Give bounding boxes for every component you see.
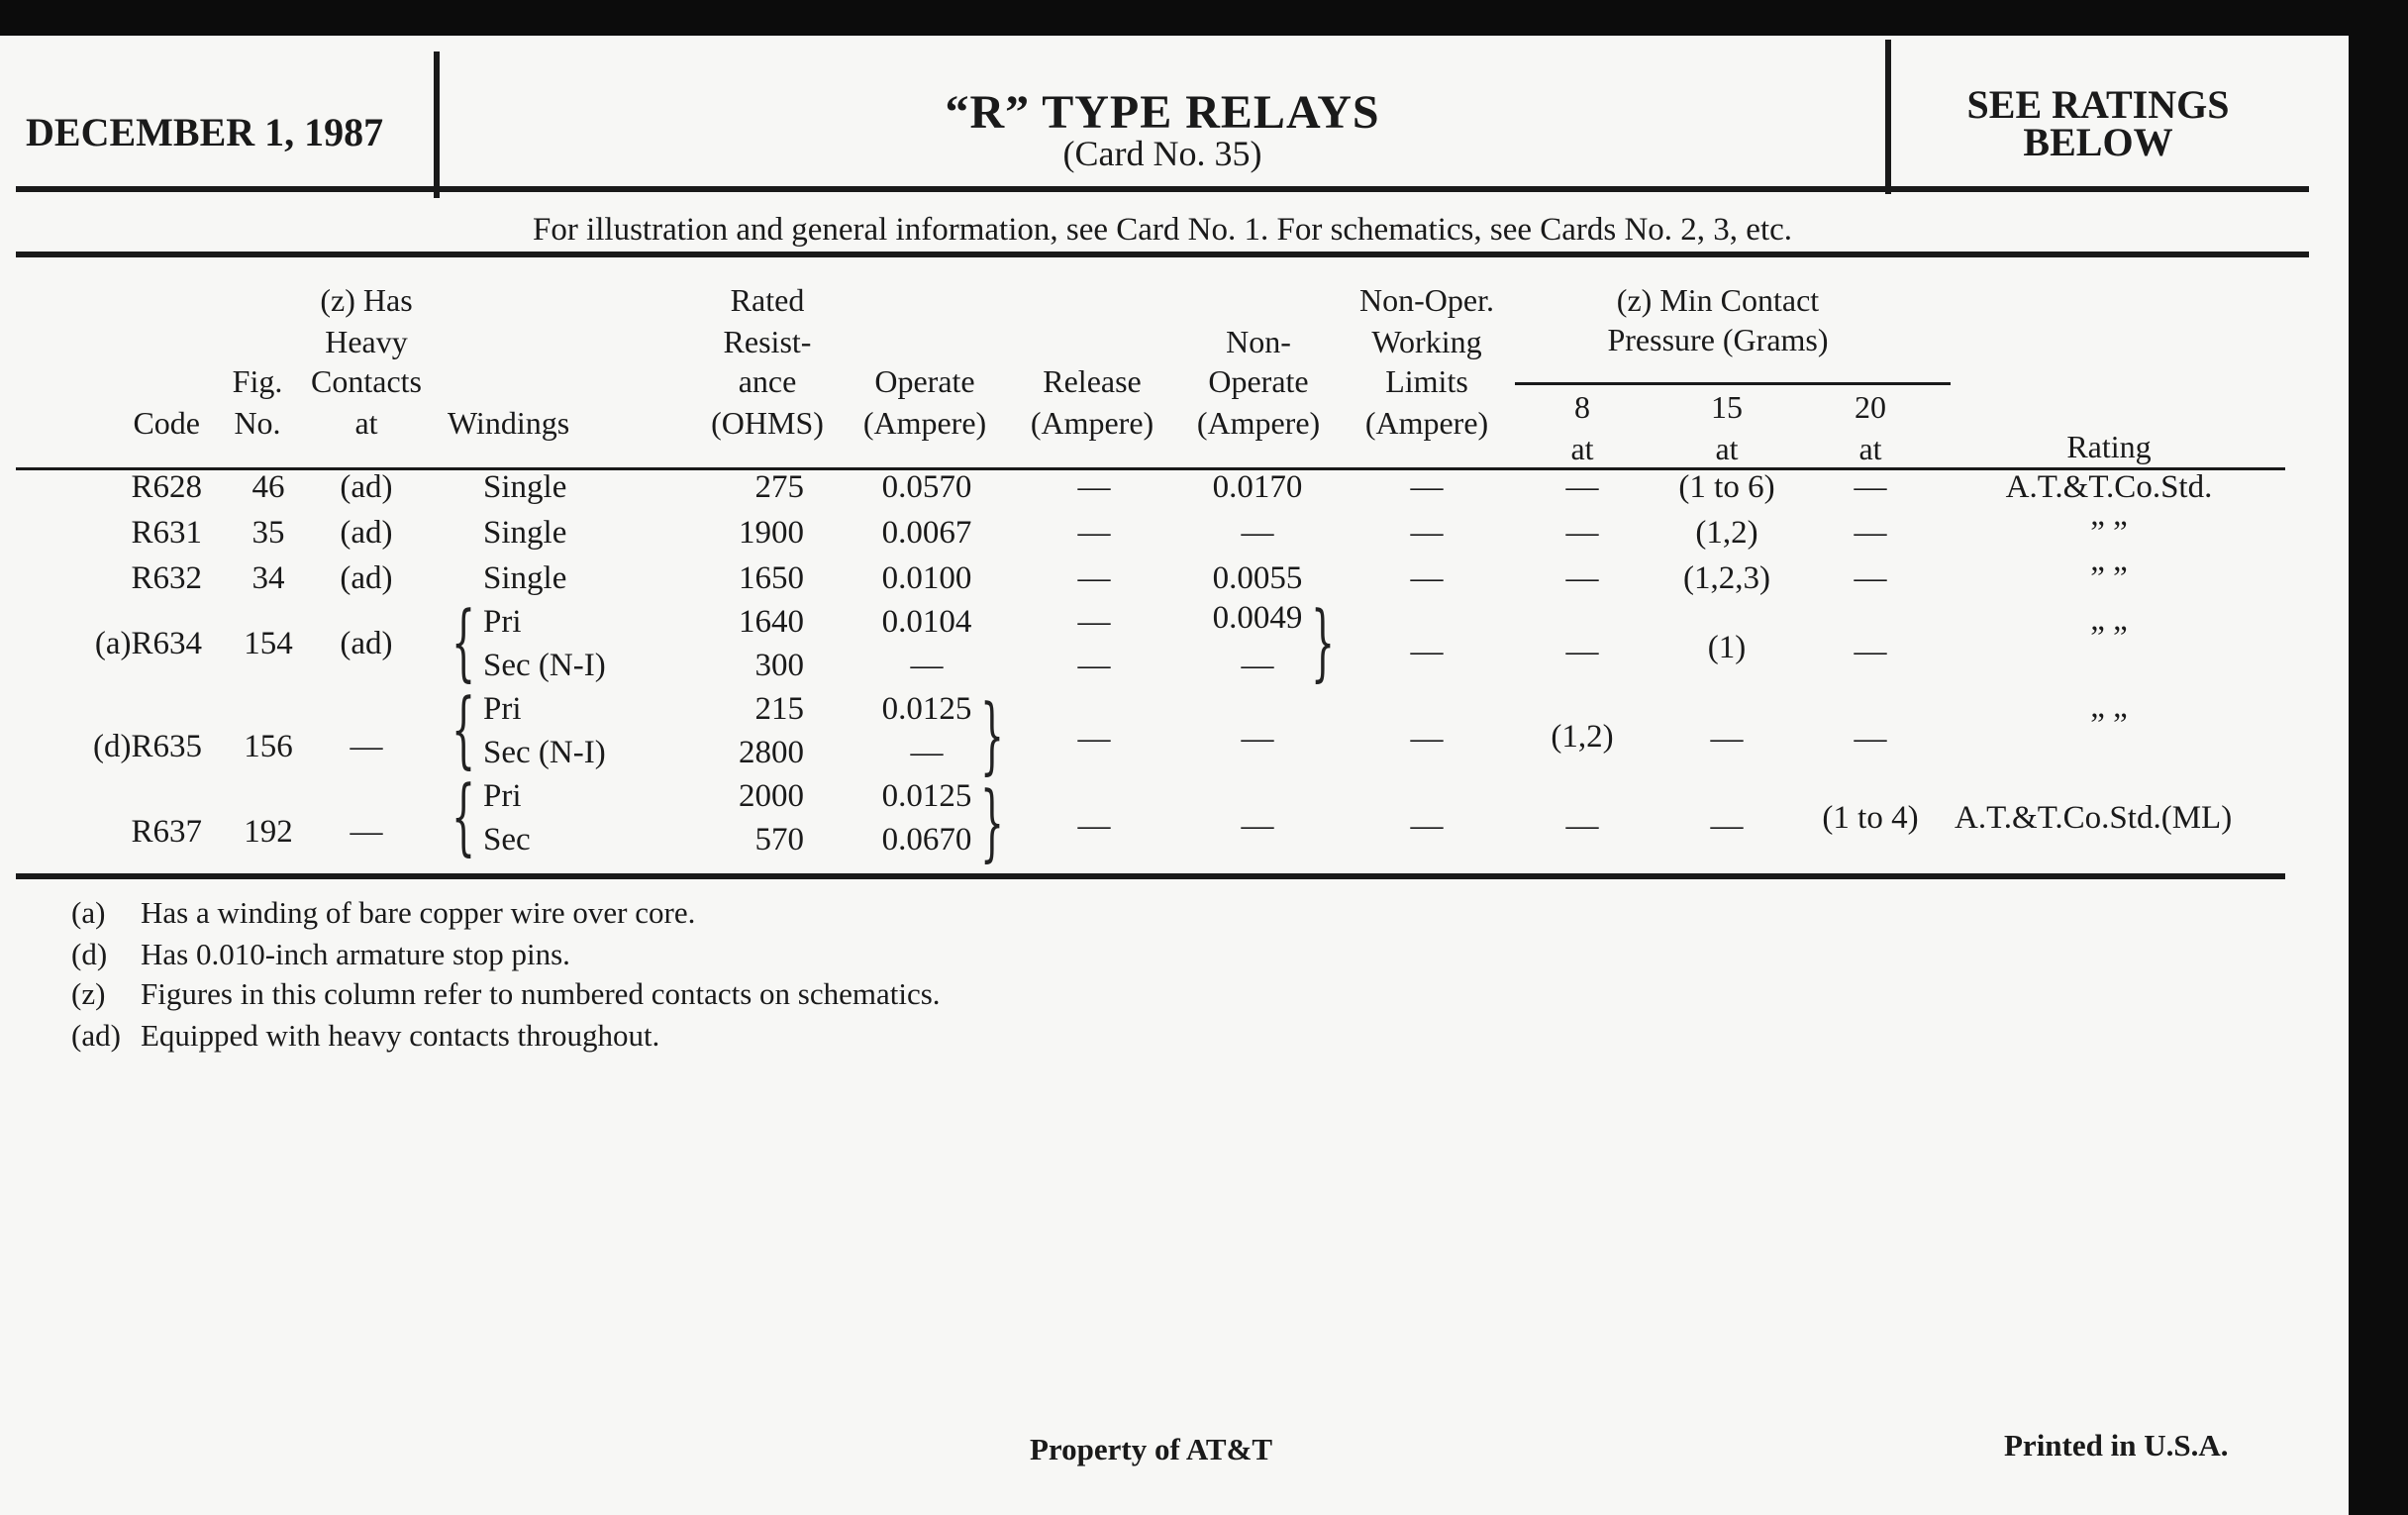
cell-p8: —	[1565, 515, 1599, 551]
col-p20-2: at	[1858, 431, 1882, 466]
cell-ohms-secondary: 570	[754, 822, 804, 858]
cell-winding: Single	[483, 469, 567, 505]
col-p15-2: at	[1715, 431, 1739, 466]
header-rule	[16, 186, 2309, 192]
cell-limits: —	[1410, 808, 1444, 844]
col-heavy-4: at	[354, 405, 378, 441]
cell-code: R637	[131, 814, 202, 850]
cell-operate-secondary: 0.0670	[881, 822, 972, 858]
cell-limits: —	[1410, 469, 1444, 505]
cell-code: R628	[131, 469, 202, 505]
col-pressure-1: (z) Min Contact	[1616, 282, 1820, 318]
cell-operate-secondary: —	[910, 735, 944, 770]
cell-ohms-secondary: 300	[754, 648, 804, 683]
cell-winding-secondary: Sec (N-I)	[483, 648, 606, 683]
cell-p15: —	[1710, 808, 1744, 844]
col-nonoper-4: (Ampere)	[1364, 405, 1489, 441]
cell-operate: 0.0100	[881, 560, 972, 596]
cell-ohms: 215	[754, 691, 804, 727]
footnote-text: Has a winding of bare copper wire over core.	[141, 895, 696, 930]
cell-p15: (1,2,3)	[1683, 560, 1770, 596]
col-operate-1: Operate	[874, 363, 975, 399]
cell-nonop: —	[1241, 808, 1274, 844]
col-nonoper-3: Limits	[1385, 363, 1468, 399]
cell-heavy: (ad)	[340, 560, 393, 596]
footnote-mark: (a)	[71, 895, 106, 930]
cell-winding-secondary: Sec	[483, 822, 531, 858]
col-heavy-2: Heavy	[325, 324, 408, 359]
card-number: (Card No. 35)	[1062, 134, 1262, 173]
cell-heavy: —	[350, 814, 383, 850]
col-rated-2: Resist-	[723, 324, 812, 359]
col-nonoper-2: Working	[1371, 324, 1482, 359]
col-heavy-3: Contacts	[311, 363, 422, 399]
col-rated-3: ance	[738, 363, 797, 399]
col-code: Code	[133, 405, 200, 441]
card-date: DECEMBER 1, 1987	[26, 110, 384, 154]
cell-limits: —	[1410, 634, 1444, 669]
cell-release: —	[1077, 604, 1111, 640]
col-fig-2: No.	[234, 405, 281, 441]
cell-release: —	[1077, 721, 1111, 757]
cell-release: —	[1077, 560, 1111, 596]
cell-fig: 35	[251, 515, 285, 551]
cell-ohms: 2000	[739, 778, 804, 814]
cell-p15: (1)	[1707, 630, 1747, 665]
footer-printed: Printed in U.S.A.	[2004, 1428, 2229, 1463]
cell-fig: 154	[244, 626, 293, 661]
cell-winding-secondary: Sec (N-I)	[483, 735, 606, 770]
cell-p20: —	[1854, 560, 1887, 596]
ratings-note-line1: SEE RATINGS	[1966, 82, 2230, 127]
cell-p20: —	[1854, 721, 1887, 757]
cell-limits: —	[1410, 515, 1444, 551]
cell-limits: —	[1410, 721, 1444, 757]
cell-heavy: (ad)	[340, 469, 393, 505]
col-nonop-3: (Ampere)	[1196, 405, 1321, 441]
cell-ohms: 1650	[739, 560, 804, 596]
cell-code: (d)R635	[93, 729, 202, 764]
winding-brace: {	[452, 680, 476, 777]
cell-nonop: 0.0049	[1212, 600, 1303, 636]
cell-p20: —	[1854, 469, 1887, 505]
cell-rating: ” ”	[2090, 707, 2128, 743]
cell-code: R632	[131, 560, 202, 596]
col-p15-1: 15	[1711, 389, 1743, 425]
ratings-note-line2: BELOW	[2023, 120, 2173, 164]
cell-winding: Pri	[483, 604, 522, 640]
cell-code: R631	[131, 515, 202, 551]
col-operate-2: (Ampere)	[862, 405, 987, 441]
cell-p8: —	[1565, 560, 1599, 596]
cell-release: —	[1077, 515, 1111, 551]
cell-operate: 0.0570	[881, 469, 972, 505]
cell-limits: —	[1410, 560, 1444, 596]
cell-winding: Pri	[483, 691, 522, 727]
col-rating: Rating	[2066, 429, 2152, 464]
cell-p8: —	[1565, 808, 1599, 844]
cell-p15: —	[1710, 721, 1744, 757]
card-title: “R” TYPE RELAYS	[945, 86, 1380, 139]
info-line: For illustration and general information, see Card No. 1. For schematics, see Cards No. 2, 3, etc.	[532, 212, 1793, 248]
col-p20-1: 20	[1855, 389, 1886, 425]
cell-rating: ” ”	[2090, 560, 2128, 596]
col-fig-1: Fig.	[232, 363, 283, 399]
cell-p20: —	[1854, 515, 1887, 551]
cell-operate: 0.0067	[881, 515, 972, 551]
col-p8-2: at	[1570, 431, 1594, 466]
cell-ohms-secondary: 2800	[739, 735, 804, 770]
cell-heavy: —	[350, 729, 383, 764]
col-windings: Windings	[448, 405, 570, 441]
info-rule	[16, 252, 2309, 257]
cell-fig: 34	[251, 560, 285, 596]
cell-operate: 0.0125	[881, 691, 972, 727]
cell-p20: —	[1854, 634, 1887, 669]
winding-brace: {	[452, 767, 476, 864]
cell-winding: Single	[483, 515, 567, 551]
col-rated-4: (OHMS)	[711, 405, 824, 441]
col-nonop-1: Non-	[1226, 324, 1291, 359]
col-heavy-1: (z) Has	[320, 282, 413, 318]
cell-operate: 0.0104	[881, 604, 972, 640]
winding-brace: {	[452, 593, 476, 690]
relay-card	[0, 36, 2349, 1515]
cell-p15: (1,2)	[1695, 515, 1758, 551]
cell-fig: 156	[244, 729, 293, 764]
cell-p8: (1,2)	[1551, 719, 1614, 755]
cell-rating: A.T.&T.Co.Std.	[2005, 469, 2213, 505]
cell-nonop: 0.0170	[1212, 469, 1303, 505]
cell-p8: —	[1565, 469, 1599, 505]
operate-brace: }	[980, 686, 1005, 783]
cell-nonop: —	[1241, 515, 1274, 551]
footnote-mark: (d)	[71, 937, 108, 971]
nonop-brace: }	[1311, 593, 1336, 690]
col-pressure-2: Pressure (Grams)	[1607, 322, 1829, 357]
table-bottom-rule	[16, 873, 2285, 879]
cell-p20: (1 to 4)	[1822, 800, 1919, 836]
cell-fig: 192	[244, 814, 293, 850]
cell-operate: 0.0125	[881, 778, 972, 814]
col-p8-1: 8	[1574, 389, 1590, 425]
cell-heavy: (ad)	[340, 515, 393, 551]
cell-nonop-secondary: —	[1241, 648, 1274, 683]
col-rated-1: Rated	[730, 282, 805, 318]
cell-nonop: —	[1241, 721, 1274, 757]
cell-code: (a)R634	[94, 626, 202, 661]
cell-release: —	[1077, 808, 1111, 844]
cell-ohms: 1640	[739, 604, 804, 640]
cell-operate-secondary: —	[910, 648, 944, 683]
cell-release-secondary: —	[1077, 648, 1111, 683]
footer-property: Property of AT&T	[1030, 1432, 1273, 1466]
footnote-mark: (z)	[71, 976, 106, 1011]
footnote-text: Has 0.010-inch armature stop pins.	[141, 937, 570, 971]
operate-brace: }	[980, 773, 1005, 870]
col-nonoper-1: Non-Oper.	[1359, 282, 1494, 318]
footnote-text: Equipped with heavy contacts throughout.	[141, 1018, 660, 1053]
cell-ohms: 1900	[739, 515, 804, 551]
col-release-1: Release	[1043, 363, 1142, 399]
cell-rating: A.T.&T.Co.Std.(ML)	[1955, 800, 2233, 836]
cell-p15: (1 to 6)	[1678, 469, 1775, 505]
cell-rating: ” ”	[2090, 620, 2128, 656]
cell-fig: 46	[251, 469, 285, 505]
cell-heavy: (ad)	[340, 626, 393, 661]
cell-winding: Single	[483, 560, 567, 596]
footnote-mark: (ad)	[71, 1018, 121, 1053]
col-release-2: (Ampere)	[1030, 405, 1154, 441]
col-nonop-2: Operate	[1208, 363, 1309, 399]
footnote-text: Figures in this column refer to numbered contacts on schematics.	[141, 976, 941, 1011]
pressure-underline	[1515, 382, 1951, 385]
cell-release: —	[1077, 469, 1111, 505]
cell-winding: Pri	[483, 778, 522, 814]
cell-ohms: 275	[754, 469, 804, 505]
cell-rating: ” ”	[2090, 515, 2128, 551]
cell-p8: —	[1565, 634, 1599, 669]
cell-nonop: 0.0055	[1212, 560, 1303, 596]
